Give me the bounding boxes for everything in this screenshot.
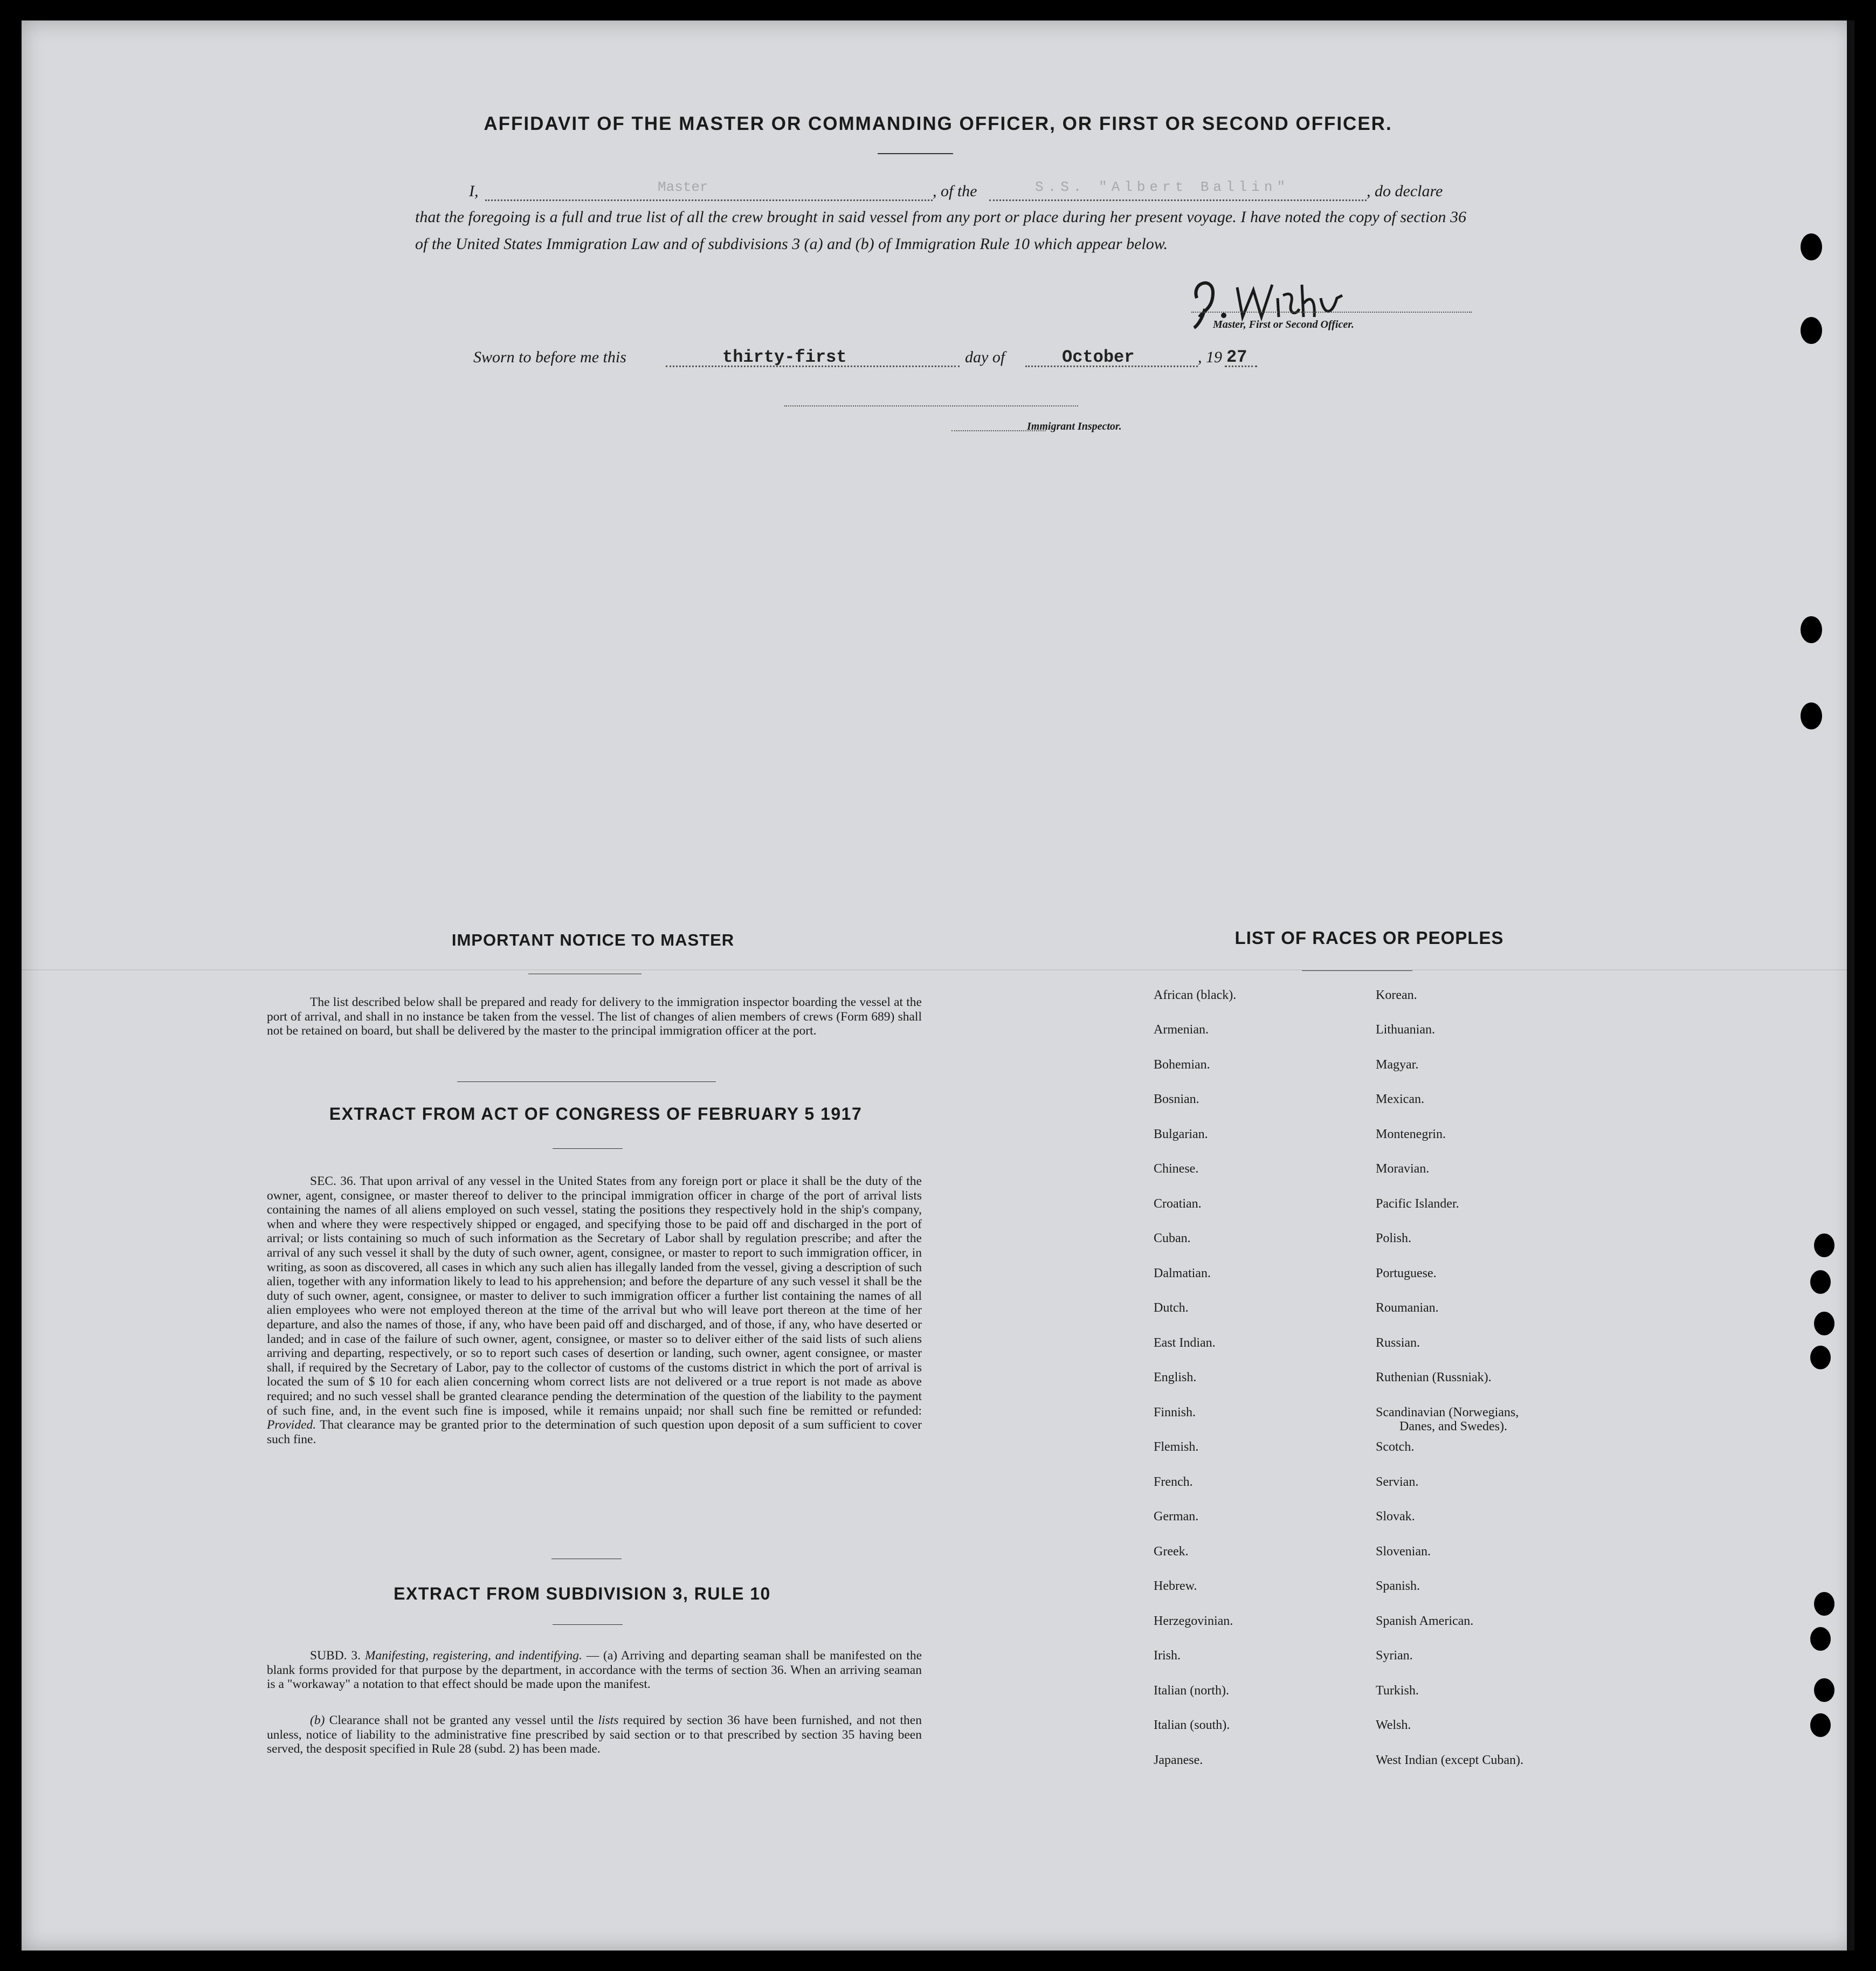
act-title: EXTRACT FROM ACT OF CONGRESS OF FEBRUARY 5 1917 — [329, 1104, 863, 1124]
rule10-subd-label: SUBD. 3. — [310, 1649, 361, 1663]
race-item: Welsh. — [1376, 1718, 1411, 1732]
race-item: Flemish. — [1154, 1440, 1199, 1454]
sworn-year-blank — [1225, 366, 1257, 367]
notice-end-divider — [457, 1081, 716, 1082]
faint-vessel-text: S.S. "Albert Ballin" — [1035, 179, 1290, 195]
punch-hole — [1810, 1270, 1831, 1294]
race-item: East Indian. — [1154, 1336, 1216, 1350]
inspector-caption: Immigrant Inspector. — [1027, 421, 1122, 432]
sworn-day-of: day of — [965, 348, 1005, 366]
signature-blank — [1191, 312, 1472, 313]
signature-caption: Master, First or Second Officer. — [1213, 319, 1354, 330]
race-item: Herzegovinian. — [1154, 1614, 1233, 1628]
punch-hole — [1814, 1678, 1834, 1702]
race-item: Russian. — [1376, 1336, 1420, 1350]
rule10-b-text2: required by section 36 have been furnished, and not then unless, notice of liability to the administrative fine prescribed by said section or to that prescribed by section 35 having been served, the desposit specified in Rule 28 (subd. 2) has been made. — [267, 1713, 922, 1756]
race-item: Magyar. — [1376, 1058, 1419, 1072]
race-item: Italian (north). — [1154, 1684, 1229, 1698]
rule10-b-lists: lists — [598, 1713, 619, 1727]
race-item: Dutch. — [1154, 1301, 1189, 1315]
affidavit-of-the: , of the — [933, 182, 977, 200]
act-divider — [553, 1148, 623, 1149]
affidavit-title: AFFIDAVIT OF THE MASTER OR COMMANDING OFFICER, OR FIRST OR SECOND OFFICER. — [484, 113, 1392, 134]
punch-hole — [1801, 702, 1822, 729]
race-item: Turkish. — [1376, 1684, 1419, 1698]
race-item: Armenian. — [1154, 1023, 1209, 1037]
affidavit-i: I, — [469, 182, 479, 200]
faint-master-text: Master — [658, 179, 708, 195]
race-item: Italian (south). — [1154, 1718, 1230, 1732]
race-item: Ruthenian (Russniak). — [1376, 1370, 1492, 1384]
race-item: Mexican. — [1376, 1092, 1424, 1106]
rule10-divider — [553, 1624, 623, 1625]
rule10-subd-italic: Manifesting, registering, and indentifying. — [364, 1649, 582, 1663]
fold-line — [22, 969, 1854, 970]
affidavit-paragraph: that the foregoing is a full and true list of all the crew brought in said vessel from any port or place during her present voyage. I have noted the copy of section 36 of the United States Immigration Law and of subdivisions 3 (a) and (b) of Immigration Rule 10 which appear below. — [415, 208, 1466, 253]
races-left-column — [1154, 988, 1358, 1797]
race-item: Hebrew. — [1154, 1579, 1197, 1593]
act-text-provided: Provided. — [267, 1418, 316, 1432]
document-page — [22, 20, 1854, 1951]
race-item: Croatian. — [1154, 1197, 1202, 1211]
race-item: Servian. — [1376, 1475, 1419, 1489]
punch-hole — [1814, 1233, 1834, 1257]
races-divider — [1302, 970, 1412, 971]
race-item: Japanese. — [1154, 1753, 1203, 1767]
race-item: Dalmatian. — [1154, 1266, 1211, 1280]
rule10-b-text1: Clearance shall not be granted any vessel until the — [329, 1713, 594, 1727]
race-item: Finnish. — [1154, 1405, 1196, 1419]
race-item: German. — [1154, 1510, 1199, 1524]
punch-hole — [1801, 317, 1822, 344]
race-item: Spanish American. — [1376, 1614, 1474, 1628]
name-blank — [485, 199, 933, 201]
race-item: French. — [1154, 1475, 1193, 1489]
race-item: Polish. — [1376, 1231, 1412, 1245]
race-item: West Indian (except Cuban). — [1376, 1753, 1523, 1767]
notice-text: The list described below shall be prepared and ready for delivery to the immigration inspector boarding the vessel at the port of arrival, and shall in no instance be taken from the vessel. The list of changes of alien members of crews (Form 689) shall not be retained on board, but shall be delivered by the master to the principal immigration officer at the port. — [267, 995, 922, 1038]
sworn-year-value: 27 — [1226, 347, 1247, 367]
punch-hole — [1801, 233, 1822, 260]
race-item: Slovak. — [1376, 1510, 1415, 1524]
race-item: Moravian. — [1376, 1162, 1430, 1176]
race-item: African (black). — [1154, 988, 1237, 1002]
title-divider — [878, 153, 953, 154]
race-item: Korean. — [1376, 988, 1417, 1002]
race-item: Scotch. — [1376, 1440, 1415, 1454]
punch-hole — [1810, 1627, 1831, 1651]
sworn-year-prefix: , 19 — [1198, 348, 1222, 366]
race-item: Cuban. — [1154, 1231, 1191, 1245]
race-item: English. — [1154, 1370, 1197, 1384]
race-item: Bohemian. — [1154, 1058, 1210, 1072]
act-text — [267, 1174, 922, 1446]
punch-hole — [1801, 616, 1822, 643]
race-item: Syrian. — [1376, 1649, 1413, 1663]
race-item: Spanish. — [1376, 1579, 1420, 1593]
sworn-day-value: thirty-first — [722, 347, 847, 367]
race-item: Pacific Islander. — [1376, 1197, 1459, 1211]
race-item: Montenegrin. — [1376, 1127, 1446, 1141]
race-item-continuation: Danes, and Swedes). — [1399, 1419, 1507, 1434]
race-item: Scandinavian (Norwegians, — [1376, 1405, 1519, 1419]
race-item: Chinese. — [1154, 1162, 1199, 1176]
vessel-blank — [989, 199, 1367, 201]
act-text-main: SEC. 36. That upon arrival of any vessel in the United States from any foreign port or place it shall be the duty of the owner, agent, consignee, or master thereof to deliver to the principal immigration officer in charge of the port of arrival lists containing the names of all aliens employed on such vessel, stating the positions they respectively hold in the ship's company, when and where they were respectively shipped or engaged, and specifying those to be paid off and discharged in the port of arrival; or lists containing so much of such information as the Secretary of Labor shall by regulation prescribe; and after the arrival of any such vessel it shall by the duty of such owner, agent, consignee, or master to report to such immigration officer, in writing, as soon as discovered, all cases in which any such alien has illegally landed from the vessel, giving a description of such alien, together with any information likely to lead to his apprehension; and before the departure of any such vessel it shall be the duty of such owner, agent, consignee, or master to deliver to such immigration officer a further list containing the names of all alien employees who were not employed thereon at the time of the arrival but who will leave port thereon at the time of her departure, and also the names of those, if any, who have been paid off and discharged, and of those, if any, who have deserted or landed; and in case of the failure of such owner, agent, consignee, or master so to deliver either of the said lists of such aliens arriving and departing, respectively, or so to report such cases of desertion or landing, such owner, agent consignee, or master shall, if required by the Secretary of Labor, pay to the collector of customs of the customs district in which the port of arrival is located the sum of $ 10 for each alien concerning whom correct lists are not delivered or a true report is not made as above required; and no such vessel shall be granted clearance pending the determination of the question of the liability to the payment of such fine, and, in the event such fine is imposed, while it remains unpaid; nor shall such fine be remitted or refunded: — [267, 1174, 922, 1418]
affidavit-do-declare: , do declare — [1367, 182, 1443, 200]
punch-hole — [1810, 1713, 1831, 1737]
punch-hole — [1814, 1312, 1834, 1335]
rule10-title: EXTRACT FROM SUBDIVISION 3, RULE 10 — [394, 1584, 771, 1603]
act-text-end: That clearance may be granted prior to the determination of such question upon deposit of a sum sufficient to cover such fine. — [267, 1418, 922, 1446]
sworn-prefix: Sworn to before me this — [473, 348, 626, 366]
rule10-subd — [267, 1649, 922, 1692]
inspector-signature-blank — [784, 405, 1078, 406]
race-item: Slovenian. — [1376, 1545, 1431, 1559]
race-item: Irish. — [1154, 1649, 1181, 1663]
race-item: Bosnian. — [1154, 1092, 1199, 1106]
race-item: Portuguese. — [1376, 1266, 1437, 1280]
race-item: Bulgarian. — [1154, 1127, 1208, 1141]
race-item: Greek. — [1154, 1545, 1189, 1559]
sworn-month-value: October — [1062, 347, 1135, 367]
rule10-b — [267, 1713, 922, 1756]
race-item: Roumanian. — [1376, 1301, 1439, 1315]
races-title: LIST OF RACES OR PEOPLES — [1234, 928, 1504, 948]
notice-title: IMPORTANT NOTICE TO MASTER — [451, 931, 735, 949]
races-right-column — [1376, 988, 1645, 1797]
punch-hole — [1810, 1346, 1831, 1369]
right-edge-band — [1847, 20, 1854, 1951]
punch-hole — [1814, 1592, 1834, 1616]
rule10-subd-text: — (a) Arriving and departing seaman shall be manifested on the blank forms provided for that purpose by the department, in accordance with the terms of section 36. When an arriving seaman is a "workaway" a notation to that effect should be made upon the manifest. — [267, 1649, 922, 1692]
race-item: Lithuanian. — [1376, 1023, 1435, 1037]
rule10-b-label: (b) — [310, 1713, 325, 1727]
